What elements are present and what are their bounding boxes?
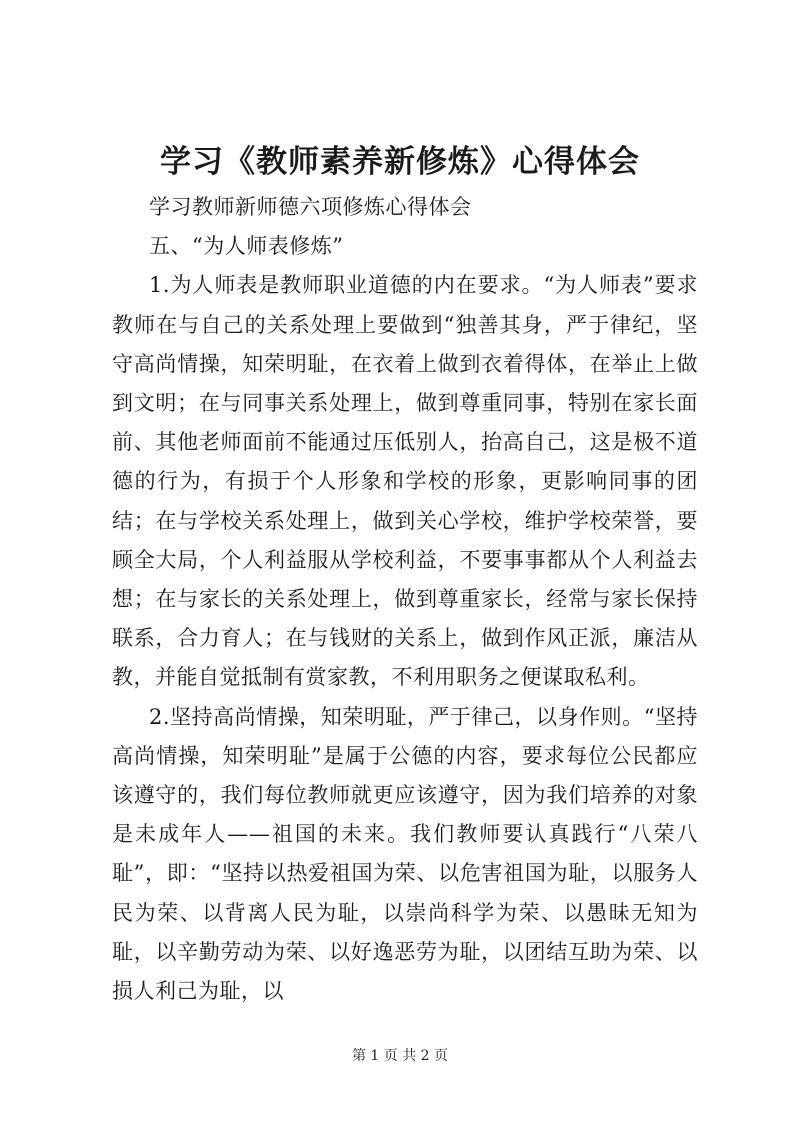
document-title: 学习《教师素养新修炼》心得体会 (160, 144, 640, 180)
paragraph-subtitle: 学习教师新师德六项修炼心得体会 (149, 195, 472, 219)
page-number-footer: 第 1 页 共 2 页 (351, 1048, 449, 1064)
paragraph-point-2: 2.坚持高尚情操，知荣明耻，严于律己，以身作则。“坚持高尚情操，知荣明耻”是属于公德的内容，要求每位公民都应该遵守的，我们每位教师就更应该遵守，因为我们培养的对象是未成年人——祖国的未来。我们教师要认真践行“八荣八耻”，即：“坚持以热爱祖国为荣、以危害祖国为耻，以服务人民为荣、以背离人民为耻，以崇尚科学为荣、以愚昧无知为耻，以辛勤劳动为荣、以好逸恶劳为耻，以团结互助为荣、以损人利己为耻，以 (112, 704, 698, 1004)
document-body (112, 188, 698, 1011)
paragraph-section-heading: 五、“为人师表修炼” (149, 234, 344, 259)
paragraph-point-1: 1.为人师表是教师职业道德的内在要求。“为人师表”要求教师在与自己的关系处理上要做到“独善其身，严于律纪，坚守高尚情操，知荣明耻，在衣着上做到衣着得体，在举止上做到文明；在与同事关系处理上，做到尊重同事，特别在家长面前、其他老师面前不能通过压低别人，抬高自己，这是极不道德的行为，有损于个人形象和学校的形象，更影响同事的团结；在与学校关系处理上，做到关心学校，维护学校荣誉，要顾全大局，个人利益服从学校利益，不要事事都从个人利益去想；在与家长的关系处理上，做到尊重家长，经常与家长保持联系，合力育人；在与钱财的关系上，做到作风正派，廉洁从教，并能自觉抵制有赏家教，不利用职务之便谋取私利。 (112, 273, 698, 690)
